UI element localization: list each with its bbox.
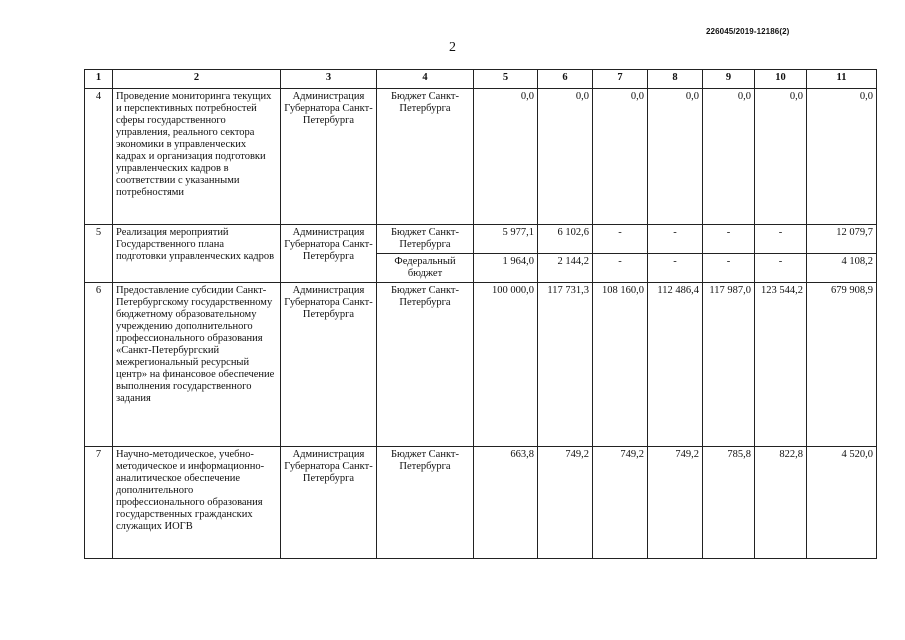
table-row bbox=[85, 447, 877, 559]
value-cell: 2 144,2 bbox=[538, 254, 593, 283]
executor: Администрация Губернатора Санкт-Петербурга bbox=[281, 225, 377, 283]
value-cell: 1 964,0 bbox=[474, 254, 538, 283]
value-cell: 679 908,9 bbox=[807, 283, 877, 447]
activity-name: Реализация мероприятий Государственного плана подготовки управленческих кадров bbox=[113, 225, 281, 283]
executor: Администрация Губернатора Санкт-Петербурга bbox=[281, 89, 377, 225]
value-cell: - bbox=[648, 225, 703, 254]
column-header: 8 bbox=[648, 70, 703, 89]
row-number: 4 bbox=[85, 89, 113, 225]
row-number: 6 bbox=[85, 283, 113, 447]
value-cell: - bbox=[648, 254, 703, 283]
value-cell: 0,0 bbox=[474, 89, 538, 225]
value-cell: - bbox=[703, 254, 755, 283]
value-cell: 663,8 bbox=[474, 447, 538, 559]
value-cell: 12 079,7 bbox=[807, 225, 877, 254]
row-number: 5 bbox=[85, 225, 113, 283]
value-cell: 749,2 bbox=[538, 447, 593, 559]
column-header: 3 bbox=[281, 70, 377, 89]
column-header: 10 bbox=[755, 70, 807, 89]
value-cell: - bbox=[703, 225, 755, 254]
value-cell: - bbox=[593, 254, 648, 283]
table-row bbox=[85, 225, 877, 254]
value-cell: - bbox=[755, 254, 807, 283]
column-header: 11 bbox=[807, 70, 877, 89]
value-cell: 4 108,2 bbox=[807, 254, 877, 283]
column-header: 2 bbox=[113, 70, 281, 89]
executor: Администрация Губернатора Санкт-Петербурга bbox=[281, 447, 377, 559]
funding-source: Бюджет Санкт-Петербурга bbox=[377, 447, 474, 559]
value-cell: 5 977,1 bbox=[474, 225, 538, 254]
row-number: 7 bbox=[85, 447, 113, 559]
column-header: 5 bbox=[474, 70, 538, 89]
value-cell: 108 160,0 bbox=[593, 283, 648, 447]
document-id: 226045/2019-12186(2) bbox=[706, 27, 790, 36]
activity-name: Научно-методическое, учебно-методическое и информационно-аналитическое обеспечение дополнительного профессионального образования государственных гражданских служащих ИОГВ bbox=[113, 447, 281, 559]
value-cell: 0,0 bbox=[593, 89, 648, 225]
value-cell: 822,8 bbox=[755, 447, 807, 559]
value-cell: 0,0 bbox=[755, 89, 807, 225]
funding-source: Бюджет Санкт-Петербурга bbox=[377, 283, 474, 447]
column-header: 9 bbox=[703, 70, 755, 89]
activity-name: Предоставление субсидии Санкт-Петербургскому государственному бюджетному образовательному учреждению дополнительного профессионального образования «Санкт-Петербургский межрегиональный ресурсный центр» на финансовое обеспечение выполнения государственного задания bbox=[113, 283, 281, 447]
value-cell: 100 000,0 bbox=[474, 283, 538, 447]
value-cell: 0,0 bbox=[648, 89, 703, 225]
value-cell: 4 520,0 bbox=[807, 447, 877, 559]
table-row bbox=[85, 283, 877, 447]
activity-name: Проведение мониторинга текущих и перспективных потребностей сферы государственного управления, реального сектора экономики в управленческих кадрах и организация подготовки управленческих кадров в соответствии с указанными потребностями bbox=[113, 89, 281, 225]
value-cell: 785,8 bbox=[703, 447, 755, 559]
page-number: 2 bbox=[449, 40, 456, 55]
budget-table bbox=[84, 69, 877, 559]
value-cell: 749,2 bbox=[593, 447, 648, 559]
value-cell: - bbox=[593, 225, 648, 254]
column-header: 6 bbox=[538, 70, 593, 89]
value-cell: 0,0 bbox=[807, 89, 877, 225]
value-cell: - bbox=[755, 225, 807, 254]
column-header: 7 bbox=[593, 70, 648, 89]
executor: Администрация Губернатора Санкт-Петербурга bbox=[281, 283, 377, 447]
value-cell: 112 486,4 bbox=[648, 283, 703, 447]
table-row bbox=[85, 89, 877, 225]
value-cell: 6 102,6 bbox=[538, 225, 593, 254]
value-cell: 117 731,3 bbox=[538, 283, 593, 447]
value-cell: 117 987,0 bbox=[703, 283, 755, 447]
funding-source: Бюджет Санкт-Петербурга bbox=[377, 89, 474, 225]
value-cell: 0,0 bbox=[538, 89, 593, 225]
funding-source: Бюджет Санкт-Петербурга bbox=[377, 225, 474, 254]
column-header-row bbox=[85, 70, 877, 89]
value-cell: 0,0 bbox=[703, 89, 755, 225]
column-header: 4 bbox=[377, 70, 474, 89]
column-header: 1 bbox=[85, 70, 113, 89]
funding-source: Федеральный бюджет bbox=[377, 254, 474, 283]
value-cell: 123 544,2 bbox=[755, 283, 807, 447]
value-cell: 749,2 bbox=[648, 447, 703, 559]
